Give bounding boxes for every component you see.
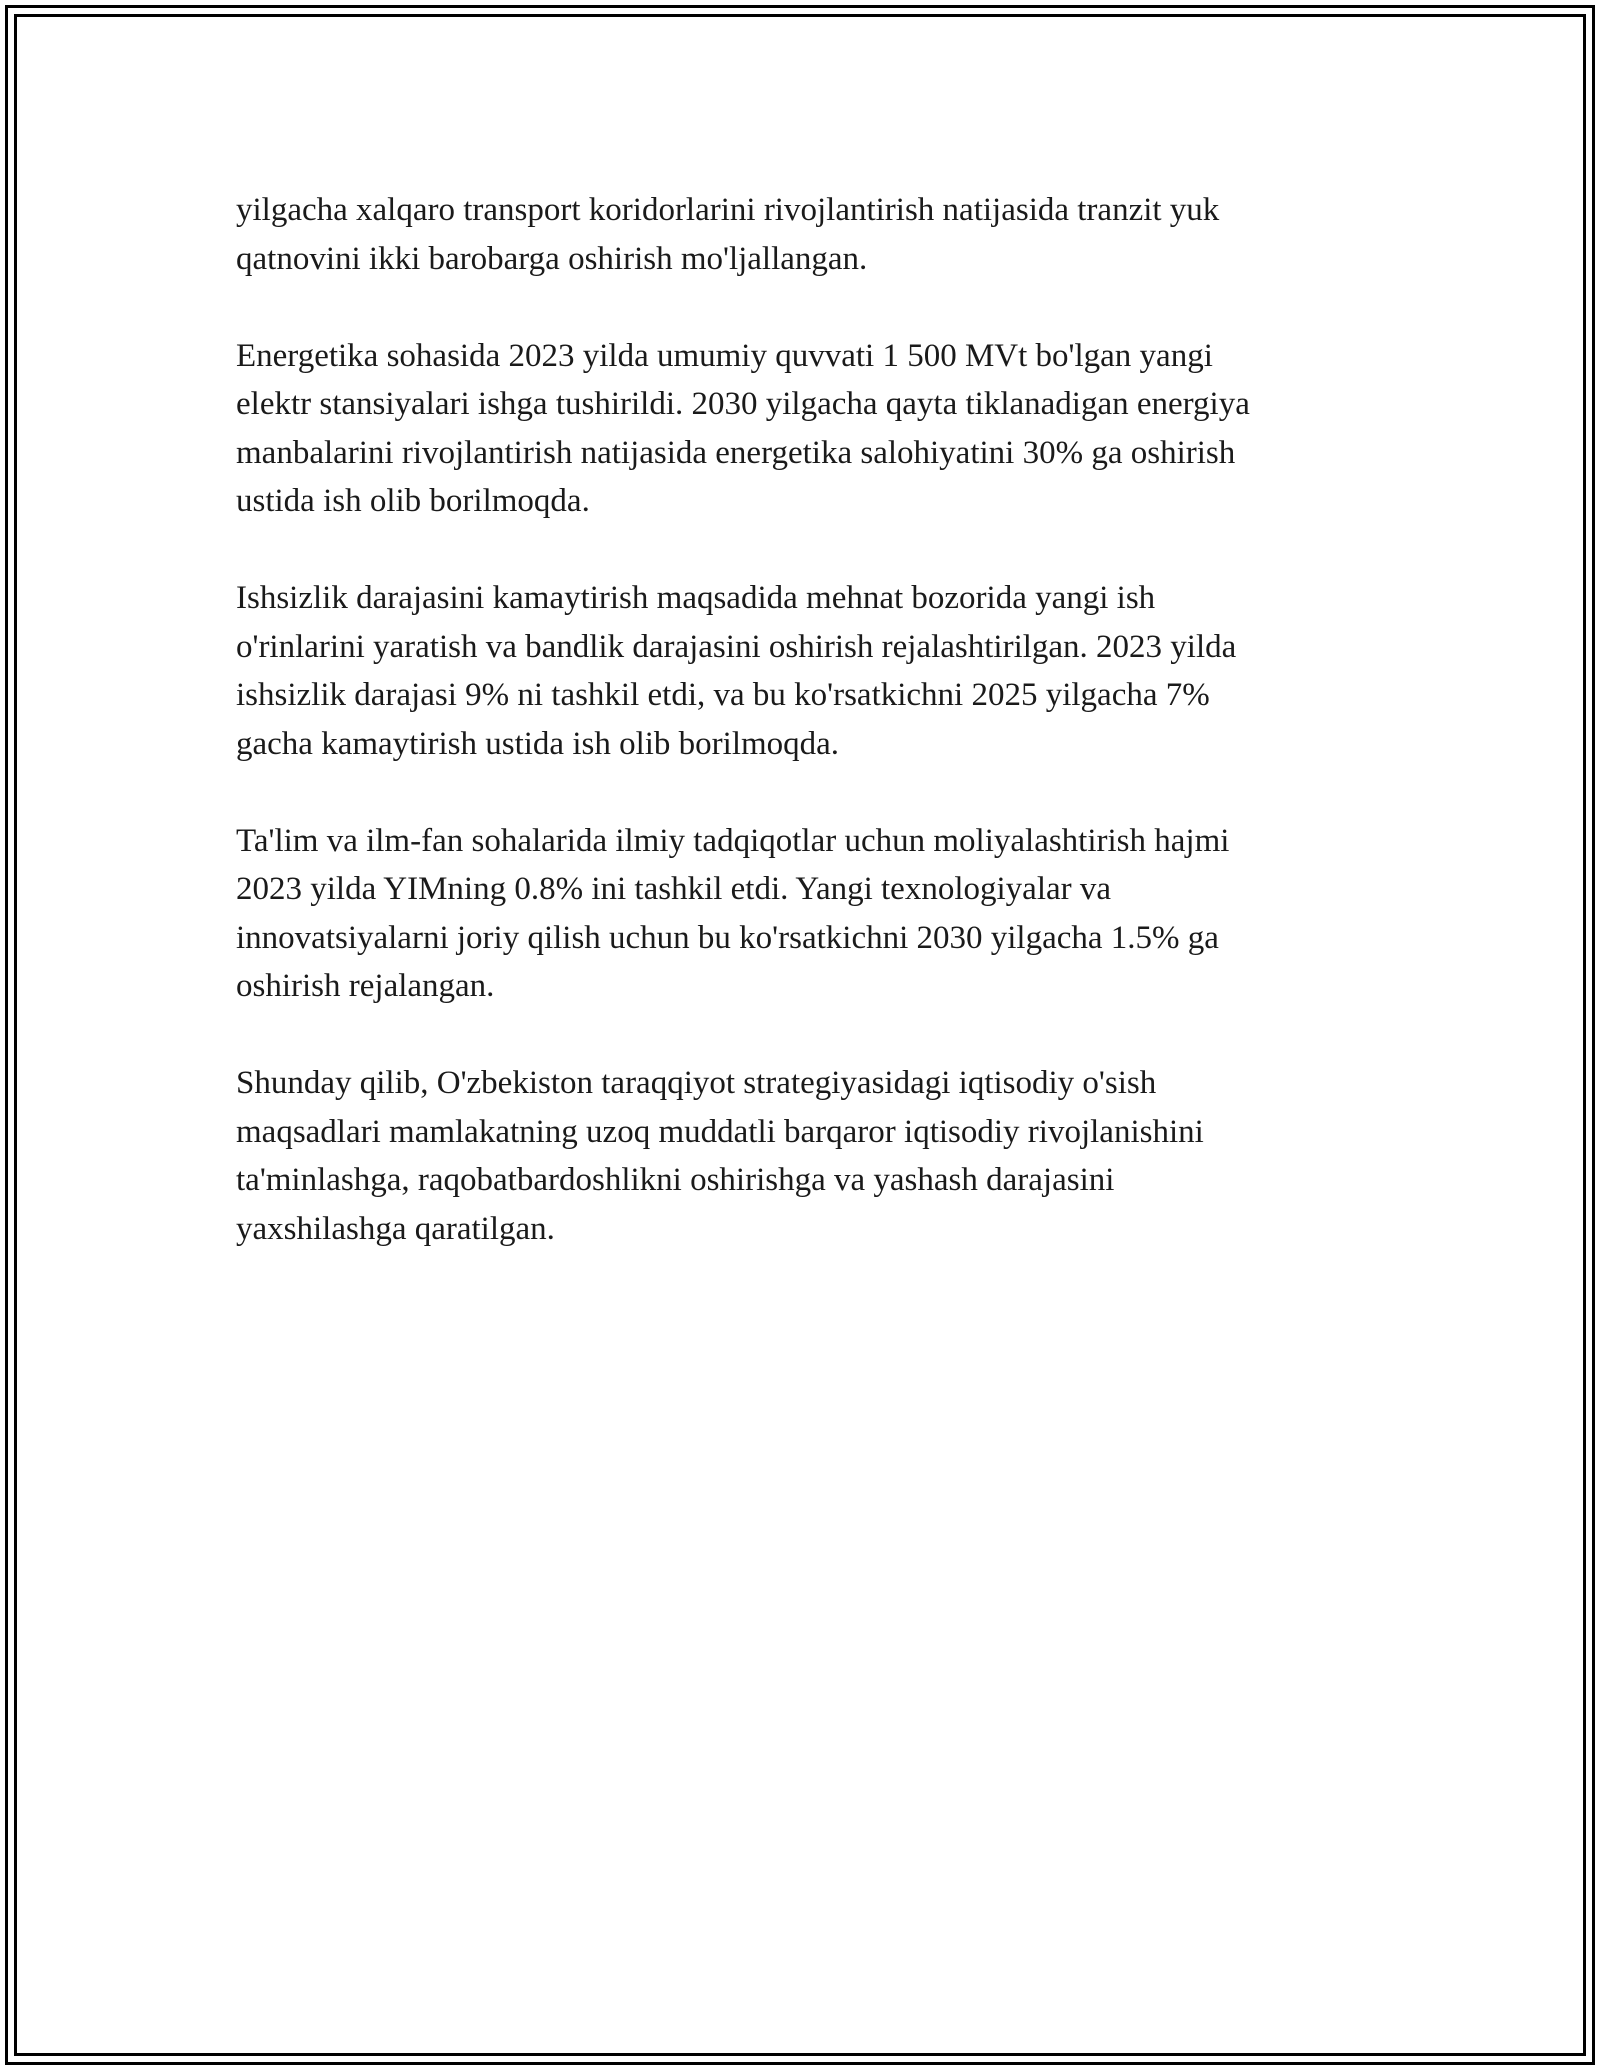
paragraph-conclusion: Shunday qilib, O'zbekiston taraqqiyot strategiyasidagi iqtisodiy o'sish maqsadlari mamlakatning uzoq muddatli barqaror iqtisodiy rivojlanishini ta'minlashga, raqobatbardoshlikni oshirishga va yashash darajasini yaxshilashga qaratilgan.	[236, 1065, 1204, 1247]
paragraph-energy: Energetika sohasida 2023 yilda umumiy quvvati 1 500 MVt bo'lgan yangi elektr stansiyalari ishga tushirildi. 2030 yilgacha qayta tiklanadigan energiya manbalarini rivojlantirish natijasida energetika salohiyatini 30% ga oshirish ustida ish olib borilmoqda.	[236, 337, 1250, 519]
paragraph-education-science: Ta'lim va ilm-fan sohalarida ilmiy tadqiqotlar uchun moliyalashtirish hajmi 2023 yilda YIMning 0.8% ini tashkil etdi. Yangi texnologiyalar va innovatsiyalarni joriy qilish uchun bu ko'rsatkichni 2030 yilgacha 1.5% ga oshirish rejalangan.	[236, 822, 1230, 1004]
paragraph-unemployment: Ishsizlik darajasini kamaytirish maqsadida mehnat bozorida yangi ish o'rinlarini yaratish va bandlik darajasini oshirish rejalashtirilgan. 2023 yilda ishsizlik darajasi 9% ni tashkil etdi, va bu ko'rsatkichni 2025 yilgacha 7% gacha kamaytirish ustida ish olib borilmoqda.	[236, 580, 1237, 762]
paragraph-transport: yilgacha xalqaro transport koridorlarini rivojlantirish natijasida tranzit yuk qatnovini ikki barobarga oshirish mo'ljallangan.	[236, 192, 1220, 277]
document-body	[236, 186, 1386, 1302]
